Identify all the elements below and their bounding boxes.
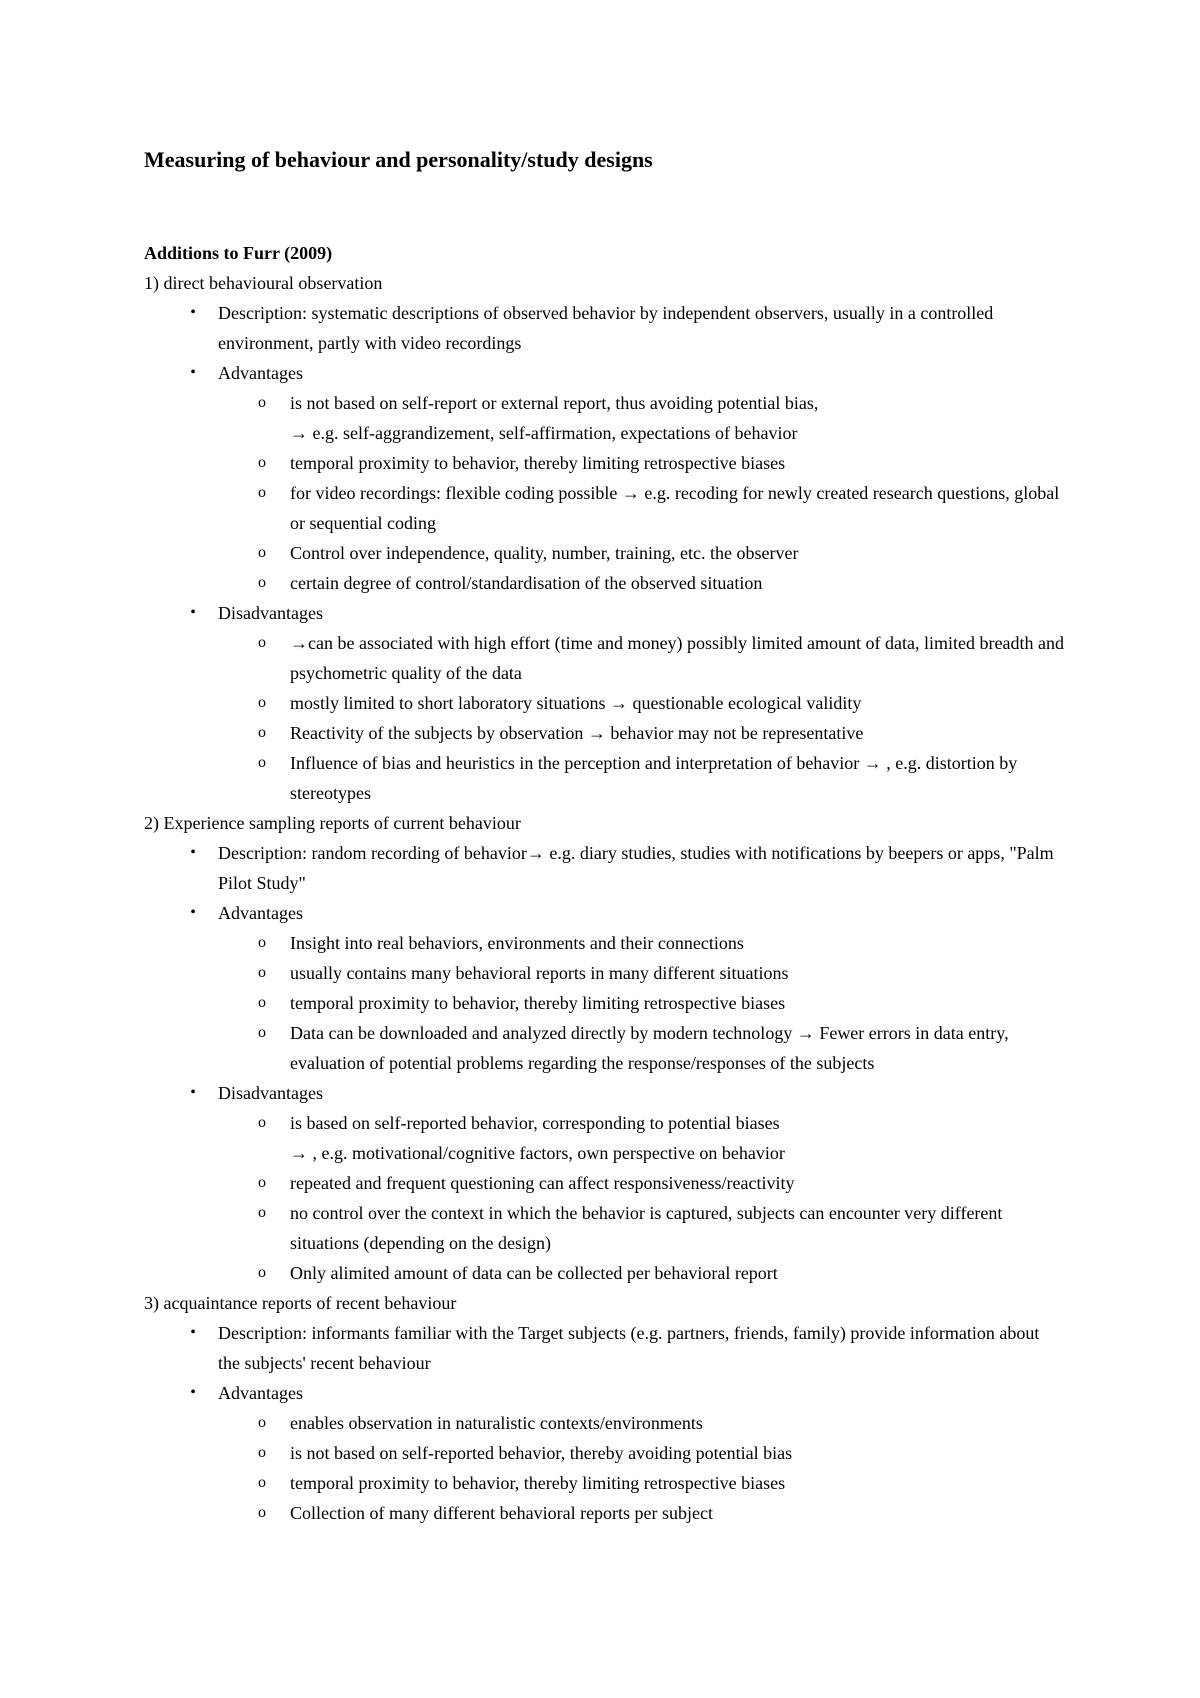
bullet-marker: • xyxy=(190,844,196,861)
sub-marker: o xyxy=(258,634,266,651)
sub-marker: o xyxy=(258,544,266,561)
sub-item xyxy=(144,478,1064,538)
bullet-text: Disadvantages xyxy=(218,1083,323,1103)
sub-text: temporal proximity to behavior, thereby limiting retrospective biases xyxy=(290,993,786,1013)
section xyxy=(144,268,1064,808)
sub-text: Influence of bias and heuristics in the perception and interpretation of behavior → , e.g. distortion by stereotypes xyxy=(290,753,1018,803)
section xyxy=(144,808,1064,1288)
sub-text: usually contains many behavioral reports in many different situations xyxy=(290,963,789,983)
bullet-marker: • xyxy=(190,304,196,321)
bullet-marker: • xyxy=(190,1084,196,1101)
bullet-text: Disadvantages xyxy=(218,603,323,623)
sub-text: → e.g. self-aggrandizement, self-affirmation, expectations of behavior xyxy=(290,423,798,443)
bullet-text: Description: random recording of behavior→ e.g. diary studies, studies with notifications by beepers or apps, "Palm Pilot Study" xyxy=(218,843,1054,893)
document-body xyxy=(144,140,1064,1528)
sub-item xyxy=(144,628,1064,688)
sub-item xyxy=(144,388,1064,418)
sub-text: mostly limited to short laboratory situations → questionable ecological validity xyxy=(290,693,862,713)
bullet-item xyxy=(144,1378,1064,1408)
bullet-marker: • xyxy=(190,904,196,921)
sub-item xyxy=(144,1258,1064,1288)
bullet-marker: • xyxy=(190,1384,196,1401)
sub-text: → , e.g. motivational/cognitive factors, own perspective on behavior xyxy=(290,1143,785,1163)
bullet-item xyxy=(144,358,1064,388)
sub-item xyxy=(144,1018,1064,1078)
sub-marker: o xyxy=(258,934,266,951)
sub-item xyxy=(144,1408,1064,1438)
sub-text: Data can be downloaded and analyzed directly by modern technology → Fewer errors in data entry, evaluation of potential problems regarding the response/responses of the subjects xyxy=(290,1023,1009,1073)
sub-text: Control over independence, quality, number, training, etc. the observer xyxy=(290,543,799,563)
sub-list xyxy=(144,1408,1064,1528)
sub-text: Reactivity of the subjects by observation → behavior may not be representative xyxy=(290,723,864,743)
sub-item xyxy=(144,1168,1064,1198)
sub-marker: o xyxy=(258,1024,266,1041)
sub-item xyxy=(144,748,1064,808)
sub-marker: o xyxy=(258,964,266,981)
sub-marker: o xyxy=(258,1414,266,1431)
sub-marker: o xyxy=(258,454,266,471)
sub-text: certain degree of control/standardisation of the observed situation xyxy=(290,573,763,593)
sub-item xyxy=(144,688,1064,718)
bullet-item xyxy=(144,838,1064,898)
section-title: 3) acquaintance reports of recent behaviour xyxy=(144,1293,457,1313)
sub-text: Insight into real behaviors, environments and their connections xyxy=(290,933,744,953)
sub-marker: o xyxy=(258,694,266,711)
sub-item xyxy=(144,1498,1064,1528)
bullet-list xyxy=(144,298,1064,808)
sub-item xyxy=(144,1468,1064,1498)
sections-container xyxy=(144,268,1064,1528)
bullet-text: Advantages xyxy=(218,363,303,383)
sub-text: →can be associated with high effort (time and money) possibly limited amount of data, limited breadth and psychometric quality of the data xyxy=(290,633,1064,683)
bullet-text: Advantages xyxy=(218,1383,303,1403)
bullet-item xyxy=(144,298,1064,358)
bullet-item xyxy=(144,598,1064,628)
sub-marker: o xyxy=(258,1444,266,1461)
sub-marker: o xyxy=(258,484,266,501)
sub-item xyxy=(144,1198,1064,1258)
bullet-item xyxy=(144,1078,1064,1108)
sub-item xyxy=(144,568,1064,598)
sub-text: is not based on self-reported behavior, thereby avoiding potential bias xyxy=(290,1443,793,1463)
sub-text: is not based on self-report or external report, thus avoiding potential bias, xyxy=(290,393,819,413)
bullet-marker: • xyxy=(190,1324,196,1341)
sub-item xyxy=(144,928,1064,958)
sub-marker: o xyxy=(258,724,266,741)
bullet-text: Description: systematic descriptions of observed behavior by independent observers, usually in a controlled environment, partly with video recordings xyxy=(218,303,994,353)
sub-marker: o xyxy=(258,1504,266,1521)
sub-item xyxy=(144,1438,1064,1468)
sub-text: repeated and frequent questioning can affect responsiveness/reactivity xyxy=(290,1173,795,1193)
bullet-list xyxy=(144,838,1064,1288)
sub-text: Only alimited amount of data can be collected per behavioral report xyxy=(290,1263,778,1283)
bullet-marker: • xyxy=(190,604,196,621)
sub-marker: o xyxy=(258,994,266,1011)
sub-text: Collection of many different behavioral reports per subject xyxy=(290,1503,714,1523)
sub-list xyxy=(144,628,1064,808)
sub-marker: o xyxy=(258,1474,266,1491)
sub-marker: o xyxy=(258,1114,266,1131)
section-title: 2) Experience sampling reports of current behaviour xyxy=(144,813,521,833)
sub-text: temporal proximity to behavior, thereby limiting retrospective biases xyxy=(290,453,786,473)
sub-marker: o xyxy=(258,1264,266,1281)
sub-text: is based on self-reported behavior, corresponding to potential biases xyxy=(290,1113,780,1133)
sub-marker: o xyxy=(258,754,266,771)
sub-marker: o xyxy=(258,394,266,411)
sub-list xyxy=(144,388,1064,598)
page-title: Measuring of behaviour and personality/study designs xyxy=(144,147,653,172)
sub-text: no control over the context in which the behavior is captured, subjects can encounter very different situations (depending on the design) xyxy=(290,1203,1003,1253)
sub-item xyxy=(144,958,1064,988)
sub-marker: o xyxy=(258,1174,266,1191)
sub-item xyxy=(144,418,1064,448)
section-title: 1) direct behavioural observation xyxy=(144,273,383,293)
sub-marker: o xyxy=(258,574,266,591)
sub-item xyxy=(144,538,1064,568)
bullet-text: Advantages xyxy=(218,903,303,923)
bullet-item xyxy=(144,1318,1064,1378)
sub-text: temporal proximity to behavior, thereby limiting retrospective biases xyxy=(290,1473,786,1493)
sub-item xyxy=(144,1138,1064,1168)
subheading: Additions to Furr (2009) xyxy=(144,243,333,263)
bullet-text: Description: informants familiar with the Target subjects (e.g. partners, friends, family) provide information about the subjects' recent behaviour xyxy=(218,1323,1040,1373)
sub-item xyxy=(144,718,1064,748)
sub-text: for video recordings: flexible coding possible → e.g. recoding for newly created research questions, global or sequential coding xyxy=(290,483,1060,533)
bullet-marker: • xyxy=(190,364,196,381)
sub-text: enables observation in naturalistic contexts/environments xyxy=(290,1413,703,1433)
bullet-item xyxy=(144,898,1064,928)
sub-marker: o xyxy=(258,1204,266,1221)
sub-list xyxy=(144,928,1064,1078)
bullet-list xyxy=(144,1318,1064,1528)
section xyxy=(144,1288,1064,1528)
sub-list xyxy=(144,1108,1064,1288)
sub-item xyxy=(144,1108,1064,1138)
sub-item xyxy=(144,988,1064,1018)
sub-item xyxy=(144,448,1064,478)
